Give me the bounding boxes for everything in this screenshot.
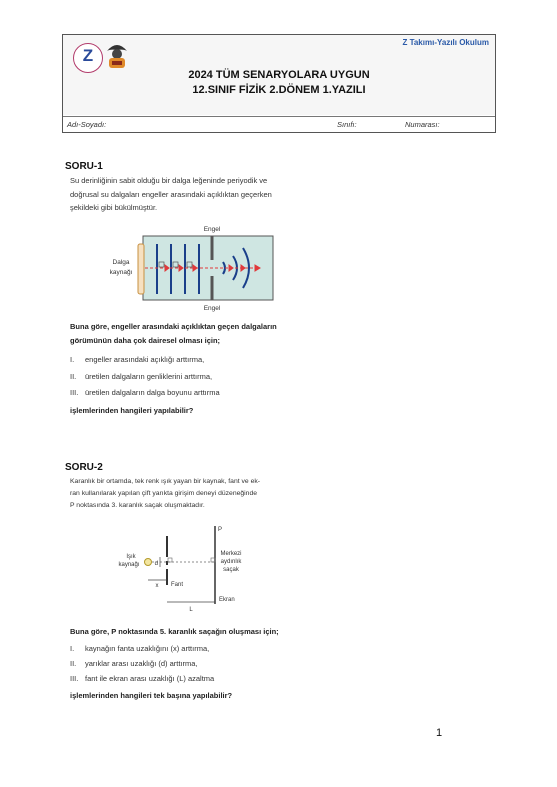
- q1-option-2: [70, 372, 212, 381]
- text-line: P noktasında 3. karanlık saçak oluşmaktadır.: [70, 502, 205, 509]
- exam-title-line1: 2024 TÜM SENARYOLARA UYGUN: [188, 69, 370, 81]
- wave-tank-figure: [105, 222, 280, 314]
- z-logo-letter: Z: [82, 46, 94, 65]
- exam-title-line2: 12.SINIF FİZİK 2.DÖNEM 1.YAZILI: [192, 84, 366, 96]
- class-label: Sınıfı:: [337, 120, 357, 129]
- mascot-logo: [104, 41, 130, 71]
- option-number: II.: [70, 372, 77, 381]
- q2-option-2: [70, 659, 198, 668]
- option-number: III.: [70, 674, 79, 683]
- source-label-line2: kaynağı: [118, 562, 140, 568]
- question-1-title: SORU-1: [65, 161, 103, 172]
- ekran-label: Ekran: [219, 597, 235, 603]
- center-label-line1: Merkezi: [220, 551, 242, 557]
- double-slit-figure: [115, 522, 260, 617]
- option-number: II.: [70, 659, 77, 668]
- option-number: III.: [70, 388, 79, 397]
- text-line: ran kullanılarak yapılan çift yarıkta girişim deneyi düzeneğinde: [70, 490, 258, 497]
- q2-option-1: [70, 644, 209, 653]
- option-number: I.: [70, 355, 75, 364]
- barrier-bottom-label: Engel: [203, 305, 221, 312]
- question-1-ask: işlemlerinden hangileri yapılabilir?: [70, 406, 194, 415]
- question-2-ask: işlemlerinden hangileri tek başına yapılabilir?: [70, 691, 233, 700]
- number-label: Numarası:: [405, 120, 440, 129]
- center-label-line3: saçak: [223, 567, 239, 573]
- source-label-line2: kaynağı: [109, 269, 133, 276]
- prompt-line: görümünün daha çok dairesel olması için;: [70, 336, 221, 345]
- P-label: P: [218, 527, 223, 533]
- question-2-prompt: Buna göre, P noktasında 5. karanlık saçağın oluşması için;: [70, 627, 279, 636]
- text-line: doğrusal su dalgaları engeller arasındaki açıklıktan geçerken: [70, 189, 272, 199]
- option-text: kaynağın fanta uzaklığını (x) arttırma,: [85, 644, 210, 653]
- d-label: d: [154, 561, 158, 567]
- text-line: Karanlık bir ortamda, tek renk ışık yayan bir kaynak, fant ve ek-: [70, 478, 261, 485]
- question-1-text: [70, 174, 272, 215]
- option-text: üretilen dalgaların dalga boyunu arttırma: [85, 388, 220, 397]
- page-number: 1: [436, 727, 443, 739]
- option-text: fant ile ekran arası uzaklığı (L) azaltma: [85, 674, 215, 683]
- source-label-line1: Işık: [126, 554, 136, 560]
- student-info-row: [63, 116, 495, 132]
- question-1-prompt: [70, 320, 277, 348]
- text-line: Su derinliğinin sabit olduğu bir dalga leğeninde periyodik ve: [70, 176, 268, 185]
- fant-label: Fant: [171, 582, 184, 588]
- q1-option-3: [70, 388, 220, 397]
- q2-option-3: [70, 674, 214, 683]
- wave-source: [138, 244, 144, 294]
- prompt-line: Buna göre, engeller arasındaki açıklıktan geçen dalgaların: [70, 322, 277, 331]
- L-label: L: [189, 607, 193, 613]
- question-2-title: SORU-2: [65, 462, 103, 473]
- text-line: şekildeki gibi bükülmüştür.: [70, 203, 158, 212]
- question-2-text: [70, 476, 260, 512]
- option-number: I.: [70, 644, 75, 653]
- q1-option-1: [70, 355, 204, 364]
- exam-header: [62, 34, 496, 133]
- right-angle-mark: [168, 558, 172, 562]
- brand-name: Z Takımı-Yazılı Okulum: [402, 38, 489, 47]
- option-text: üretilen dalgaların genliklerini arttırma,: [85, 372, 213, 381]
- name-label: Adı-Soyadı:: [67, 120, 107, 129]
- option-text: engeller arasındaki açıklığı arttırma,: [85, 355, 205, 364]
- center-label-line2: aydınlık: [220, 559, 242, 565]
- option-text: yarıklar arası uzaklığı (d) arttırma,: [85, 659, 198, 668]
- light-source: [145, 559, 152, 566]
- source-label-line1: Dalga: [112, 259, 130, 266]
- x-label: x: [155, 583, 159, 589]
- barrier-top-label: Engel: [203, 226, 221, 233]
